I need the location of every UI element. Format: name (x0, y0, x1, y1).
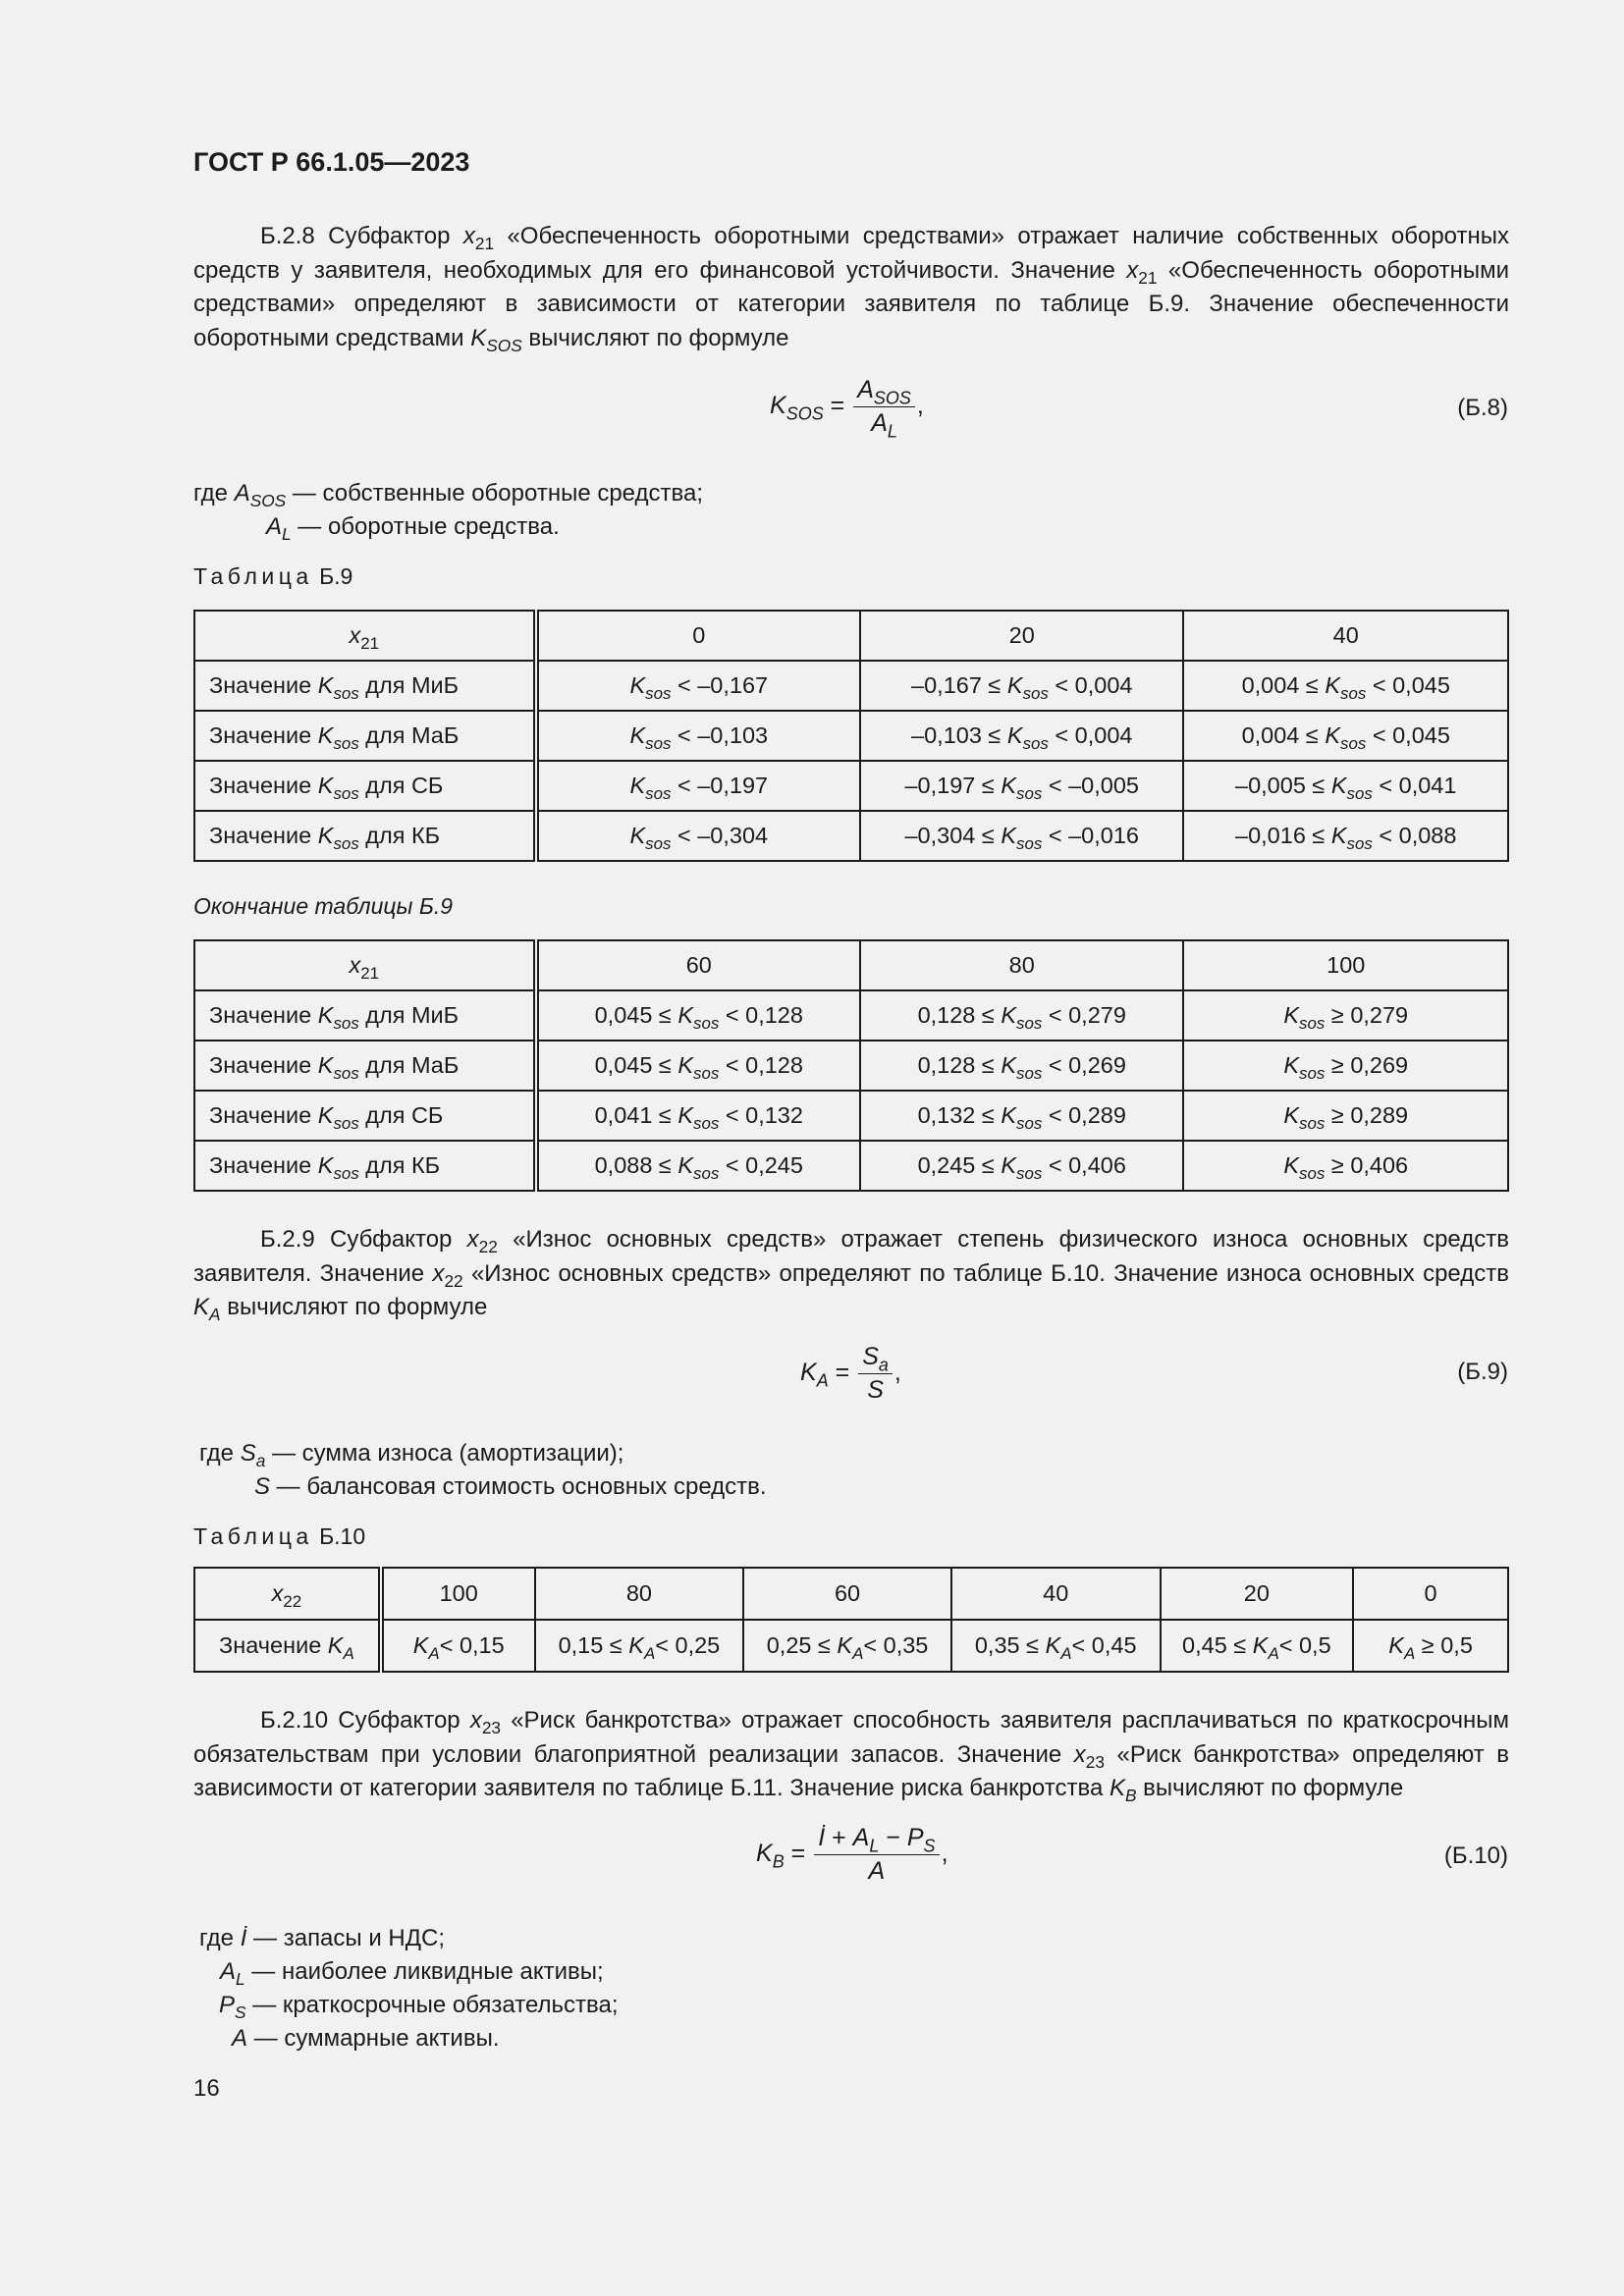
table-cell: $K_{sos} < -0,304$ (536, 811, 860, 861)
table-b9-continuation-caption: Окончание таблицы Б.9 (193, 893, 454, 919)
row-label-pre: Значение (209, 773, 318, 798)
cell-right-text: < 0,004 (1048, 722, 1133, 748)
cell-right-text: < 0,279 (1042, 1002, 1126, 1028)
table-cell: $0,132 \le K_{sos} < 0,289$ (860, 1091, 1183, 1141)
row-header-cell: Значение $K_{sos}$ для КБ (194, 811, 536, 861)
table-cell: $0,004 \le K_{sos} < 0,045$ (1183, 661, 1508, 711)
row-header-cell: Значение $K_{sos}$ для МаБ (194, 1041, 536, 1091)
table-b9-end (193, 939, 1509, 1192)
table-row (194, 811, 1508, 861)
cell-right-text: < 0,45 (1071, 1632, 1137, 1658)
cell-right-text: < 0,5 (1278, 1632, 1331, 1658)
cell-left-text: 0,004 ≤ (1241, 722, 1326, 748)
page-number: 16 (193, 2075, 220, 2102)
formula-b9: $K_A$ = $\frac{S_a}{S}$ , (800, 1343, 901, 1404)
header-cell: 60 (743, 1568, 951, 1620)
header-cell: 0 (536, 611, 860, 661)
row-label-pre: Значение (209, 1102, 318, 1128)
row-label-post: для МаБ (358, 1052, 460, 1078)
table-cell: $-0,197 \le K_{sos} < -0,005$ (860, 761, 1183, 811)
table-header-row (194, 940, 1508, 990)
cell-left-text: –0,103 ≤ (911, 722, 1007, 748)
row-label-pre: Значение (209, 823, 318, 848)
cell-left-text: 0,004 ≤ (1241, 672, 1326, 698)
table-cell: $K_{sos} < -0,103$ (536, 711, 860, 761)
table-cell: $-0,016 \le K_{sos} < 0,088$ (1183, 811, 1508, 861)
header-cell: 100 (1183, 940, 1508, 990)
row-label-post: для КБ (358, 823, 441, 848)
cell-right-text: ≥ 0,269 (1325, 1052, 1409, 1078)
table-cell: $0,041 \le K_{sos} < 0,132$ (536, 1091, 860, 1141)
table-cell: $K_{sos} \ge 0,279$ (1183, 990, 1508, 1041)
cell-right-text: < 0,35 (863, 1632, 929, 1658)
table-cell: $0,25 \le K_A< 0,35$ (743, 1620, 951, 1672)
legend-b8: где $A_{SOS}$ — собственные оборотные средства; $A_L$ — оборотные средства. (193, 480, 703, 545)
cell-right-text: ≥ 0,406 (1325, 1152, 1409, 1178)
table-cell: $-0,103 \le K_{sos} < 0,004$ (860, 711, 1183, 761)
row-header-cell: Значение $K_{sos}$ для МиБ (194, 661, 536, 711)
row-label-pre: Значение (209, 1002, 318, 1028)
table-cell: $K_{sos} < -0,167$ (536, 661, 860, 711)
table-row (194, 1091, 1508, 1141)
row-label-pre: Значение (219, 1632, 328, 1658)
cell-left-text: 0,132 ≤ (917, 1102, 1001, 1128)
cell-left-text: 0,45 ≤ (1182, 1632, 1253, 1658)
cell-left-text: –0,167 ≤ (911, 672, 1007, 698)
cell-right-text: < 0,245 (719, 1152, 803, 1178)
table-b9 (193, 610, 1509, 862)
cell-left-text: 0,045 ≤ (594, 1002, 678, 1028)
table-cell: $K_{sos} \ge 0,269$ (1183, 1041, 1508, 1091)
cell-right-text: < 0,406 (1042, 1152, 1126, 1178)
cell-left-text: 0,045 ≤ (594, 1052, 678, 1078)
header-cell: 100 (381, 1568, 535, 1620)
table-cell: $0,004 \le K_{sos} < 0,045$ (1183, 711, 1508, 761)
table-cell: $K_A \ge 0,5$ (1353, 1620, 1508, 1672)
header-cell: 40 (951, 1568, 1161, 1620)
cell-right-text: < –0,167 (671, 672, 769, 698)
header-cell: 20 (1161, 1568, 1354, 1620)
table-cell: $K_{sos} \ge 0,406$ (1183, 1141, 1508, 1191)
table-header-row (194, 1568, 1508, 1620)
header-cell: 40 (1183, 611, 1508, 661)
cell-left-text: 0,041 ≤ (594, 1102, 678, 1128)
row-label-post: для СБ (358, 773, 444, 798)
cell-right-text: < 0,004 (1048, 672, 1133, 698)
cell-right-text: < 0,269 (1042, 1052, 1126, 1078)
table-header-row (194, 611, 1508, 661)
header-cell-x21: $x_{21}$ (194, 611, 536, 661)
cell-right-text: < 0,045 (1366, 722, 1450, 748)
cell-right-text: < 0,128 (719, 1002, 803, 1028)
table-cell: $0,15 \le K_A< 0,25$ (535, 1620, 744, 1672)
table-cell: $-0,005 \le K_{sos} < 0,041$ (1183, 761, 1508, 811)
row-header-cell: Значение $K_{sos}$ для СБ (194, 1091, 536, 1141)
table-row (194, 1141, 1508, 1191)
cell-left-text: –0,197 ≤ (904, 773, 1001, 798)
formula-b8: $K_{SOS}$ = $\frac{A_{SOS}}{A_L}$ , (770, 376, 924, 442)
row-header-cell: Значение $K_{sos}$ для КБ (194, 1141, 536, 1191)
paragraph-b28: Б.2.8 Субфактор $x_{21}$ «Обеспеченность оборотными средствами» отражает наличие собственных оборотных средств у заявителя, необходимых для его финансовой устойчивости. Значение $x_{21}$ «Обеспеченность оборотными средствами» определяют в зависимости от категории заявителя по таблице Б.9. Значение обеспеченности оборотными средствами $K_{SOS}$ вычисляют по формуле (193, 223, 1509, 355)
row-label-post: для СБ (358, 1102, 444, 1128)
table-cell: $K_A< 0,15$ (381, 1620, 535, 1672)
table-row (194, 1620, 1508, 1672)
row-label-pre: Значение (209, 722, 318, 748)
row-label-pre: Значение (209, 1152, 318, 1178)
cell-left-text: –0,005 ≤ (1235, 773, 1331, 798)
equation-number-b8: (Б.8) (1457, 395, 1508, 421)
cell-right-text: < 0,25 (655, 1632, 721, 1658)
cell-right-text: < 0,041 (1372, 773, 1457, 798)
cell-right-text: ≥ 0,279 (1325, 1002, 1409, 1028)
row-header-cell: Значение $K_A$ (194, 1620, 381, 1672)
header-cell: 80 (535, 1568, 744, 1620)
table-row (194, 761, 1508, 811)
row-label-pre: Значение (209, 672, 318, 698)
equation-number-b9: (Б.9) (1457, 1359, 1508, 1385)
table-cell: $0,35 \le K_A< 0,45$ (951, 1620, 1161, 1672)
header-cell: 20 (860, 611, 1183, 661)
table-cell: $-0,167 \le K_{sos} < 0,004$ (860, 661, 1183, 711)
table-cell: $0,045 \le K_{sos} < 0,128$ (536, 990, 860, 1041)
cell-left-text: 0,128 ≤ (917, 1052, 1001, 1078)
table-b9-caption: Таблица Б.9 (193, 563, 353, 589)
cell-left-text: –0,304 ≤ (904, 823, 1001, 848)
cell-right-text: < 0,088 (1372, 823, 1457, 848)
cell-right-text: < 0,128 (719, 1052, 803, 1078)
table-cell: $-0,304 \le K_{sos} < -0,016$ (860, 811, 1183, 861)
row-label-post: для КБ (358, 1152, 441, 1178)
cell-left-text: 0,35 ≤ (974, 1632, 1046, 1658)
table-b10-caption: Таблица Б.10 (193, 1523, 366, 1549)
paragraph-b29: Б.2.9 Субфактор $x_{22}$ «Износ основных средств» отражает степень физического износа основных средств заявителя. Значение $x_{22}$ «Износ основных средств» определяют по таблице Б.10. Значение износа основных средств $K_A$ вычисляют по формуле (193, 1226, 1510, 1325)
row-label-post: для МиБ (358, 1002, 460, 1028)
table-row (194, 990, 1508, 1041)
table-cell: $0,128 \le K_{sos} < 0,269$ (860, 1041, 1183, 1091)
cell-right-text: ≥ 0,5 (1415, 1632, 1473, 1658)
cell-right-text: ≥ 0,289 (1325, 1102, 1409, 1128)
row-label-pre: Значение (209, 1052, 318, 1078)
cell-left-text: –0,016 ≤ (1235, 823, 1331, 848)
paragraph-b210: Б.2.10 Субфактор $x_{23}$ «Риск банкротства» отражает способность заявителя расплачиваться по краткосрочным обязательствам при условии благоприятной реализации запасов. Значение $x_{23}$ «Риск банкротства» определяют в зависимости от категории заявителя по таблице Б.11. Значение риска банкротства $K_B$ вычисляют по формуле (193, 1707, 1509, 1806)
legend-b10: где İ — запасы и НДС; $A_L$ — наиболее ликвидные активы; $P_S$ — краткосрочные обязательства; A — суммарные активы. (199, 1925, 619, 2052)
row-header-cell: Значение $K_{sos}$ для СБ (194, 761, 536, 811)
cell-right-text: < –0,103 (671, 722, 769, 748)
cell-right-text: < –0,016 (1042, 823, 1139, 848)
header-cell: 60 (536, 940, 860, 990)
table-cell: $0,245 \le K_{sos} < 0,406$ (860, 1141, 1183, 1191)
cell-right-text: < –0,197 (671, 773, 769, 798)
cell-right-text: < 0,289 (1042, 1102, 1126, 1128)
document-header: ГОСТ Р 66.1.05—2023 (193, 147, 470, 177)
cell-left-text: 0,245 ≤ (917, 1152, 1001, 1178)
cell-left-text: 0,128 ≤ (917, 1002, 1001, 1028)
header-cell: 0 (1353, 1568, 1508, 1620)
table-cell: $0,088 \le K_{sos} < 0,245$ (536, 1141, 860, 1191)
cell-left-text: 0,15 ≤ (558, 1632, 629, 1658)
row-header-cell: Значение $K_{sos}$ для МаБ (194, 711, 536, 761)
table-row (194, 1041, 1508, 1091)
table-cell: $K_{sos} < -0,197$ (536, 761, 860, 811)
legend-b9: где $S_a$ — сумма износа (амортизации); S — балансовая стоимость основных средств. (199, 1440, 767, 1500)
header-cell-x21: $x_{21}$ (194, 940, 536, 990)
cell-right-text: < 0,15 (439, 1632, 505, 1658)
row-header-cell: Значение $K_{sos}$ для МиБ (194, 990, 536, 1041)
cell-right-text: < 0,132 (719, 1102, 803, 1128)
table-b10 (193, 1567, 1509, 1673)
cell-right-text: < 0,045 (1366, 672, 1450, 698)
row-label-post: для МиБ (358, 672, 460, 698)
row-label-post: для МаБ (358, 722, 460, 748)
cell-left-text: 0,25 ≤ (766, 1632, 838, 1658)
equation-number-b10: (Б.10) (1443, 1842, 1508, 1869)
table-row (194, 711, 1508, 761)
table-cell: $0,045 \le K_{sos} < 0,128$ (536, 1041, 860, 1091)
cell-right-text: < –0,005 (1042, 773, 1139, 798)
table-cell: $K_{sos} \ge 0,289$ (1183, 1091, 1508, 1141)
header-cell-x22: $x_{22}$ (194, 1568, 381, 1620)
table-row (194, 661, 1508, 711)
formula-b10: $K_B$ = $\frac{İ + A_L - P_S}{A}$ , (756, 1824, 948, 1885)
table-cell: $0,128 \le K_{sos} < 0,279$ (860, 990, 1183, 1041)
cell-right-text: < –0,304 (671, 823, 769, 848)
header-cell: 80 (860, 940, 1183, 990)
table-cell: $0,45 \le K_A< 0,5$ (1161, 1620, 1354, 1672)
cell-left-text: 0,088 ≤ (594, 1152, 678, 1178)
